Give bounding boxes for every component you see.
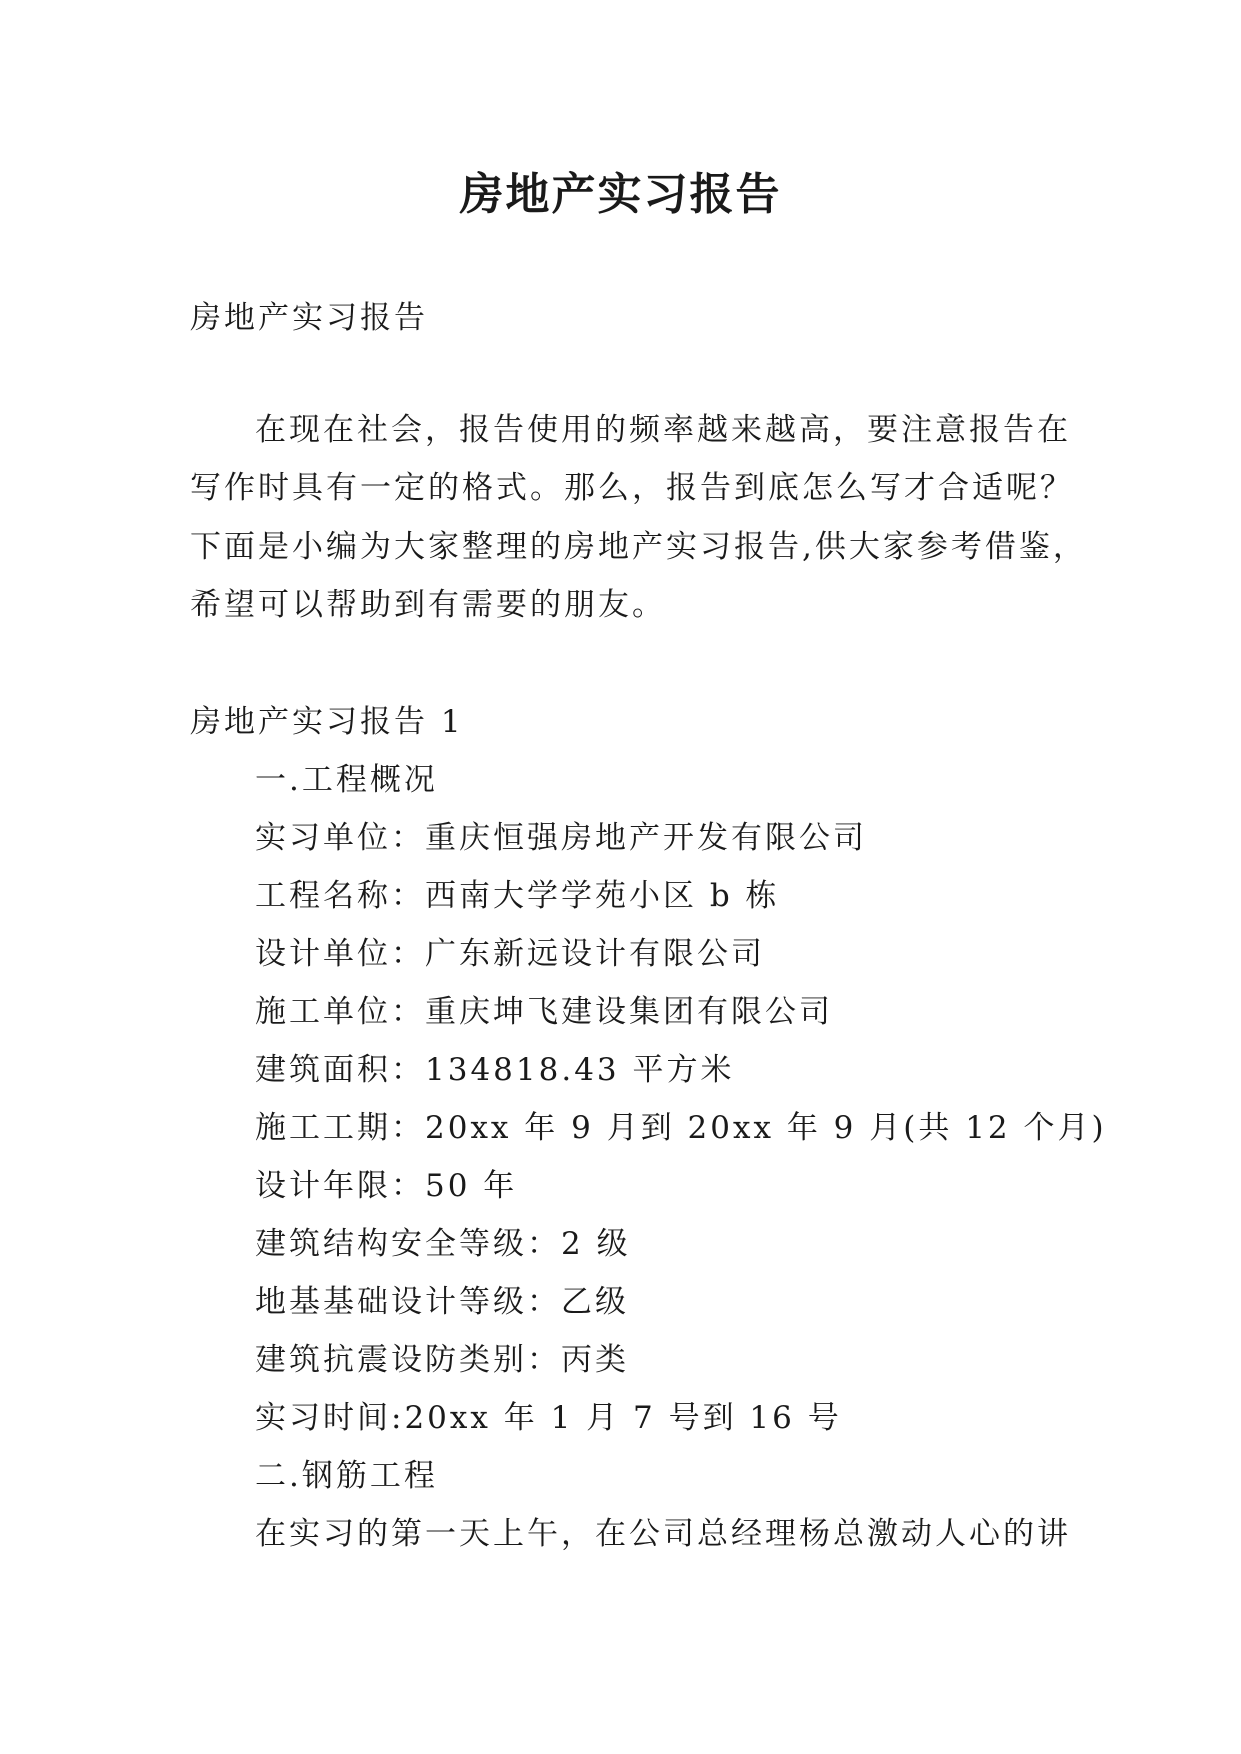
item-line: 建筑抗震设防类别：丙类 bbox=[255, 1342, 629, 1378]
item-line: 二.钢筋工程 bbox=[255, 1458, 438, 1494]
item-line: 设计年限：50 年 bbox=[255, 1168, 518, 1204]
item-line: 工程名称：西南大学学苑小区 b 栋 bbox=[255, 878, 780, 914]
item-line: 一.工程概况 bbox=[255, 762, 438, 798]
intro-line-3: 下面是小编为大家整理的房地产实习报告,供大家参考借鉴， bbox=[190, 529, 1087, 565]
intro-line-1: 在现在社会，报告使用的频率越来越高，要注意报告在 bbox=[255, 412, 1071, 448]
item-line: 建筑面积：134818.43 平方米 bbox=[255, 1052, 735, 1088]
document-subtitle: 房地产实习报告 bbox=[190, 300, 428, 336]
item-line: 实习单位：重庆恒强房地产开发有限公司 bbox=[255, 820, 867, 856]
item-line: 在实习的第一天上午，在公司总经理杨总激动人心的讲 bbox=[255, 1516, 1071, 1552]
item-line: 施工工期：20xx 年 9 月到 20xx 年 9 月(共 12 个月) bbox=[255, 1110, 1107, 1146]
intro-line-4: 希望可以帮助到有需要的朋友。 bbox=[190, 587, 666, 623]
item-line: 设计单位：广东新远设计有限公司 bbox=[255, 936, 765, 972]
section-heading: 房地产实习报告 1 bbox=[190, 704, 464, 740]
item-line: 施工单位：重庆坤飞建设集团有限公司 bbox=[255, 994, 833, 1030]
intro-line-2: 写作时具有一定的格式。那么，报告到底怎么写才合适呢？ bbox=[190, 470, 1074, 506]
item-line: 实习时间:20xx 年 1 月 7 号到 16 号 bbox=[255, 1400, 842, 1436]
item-line: 地基基础设计等级：乙级 bbox=[255, 1284, 629, 1320]
document-title: 房地产实习报告 bbox=[459, 169, 782, 220]
item-line: 建筑结构安全等级：2 级 bbox=[255, 1226, 631, 1262]
